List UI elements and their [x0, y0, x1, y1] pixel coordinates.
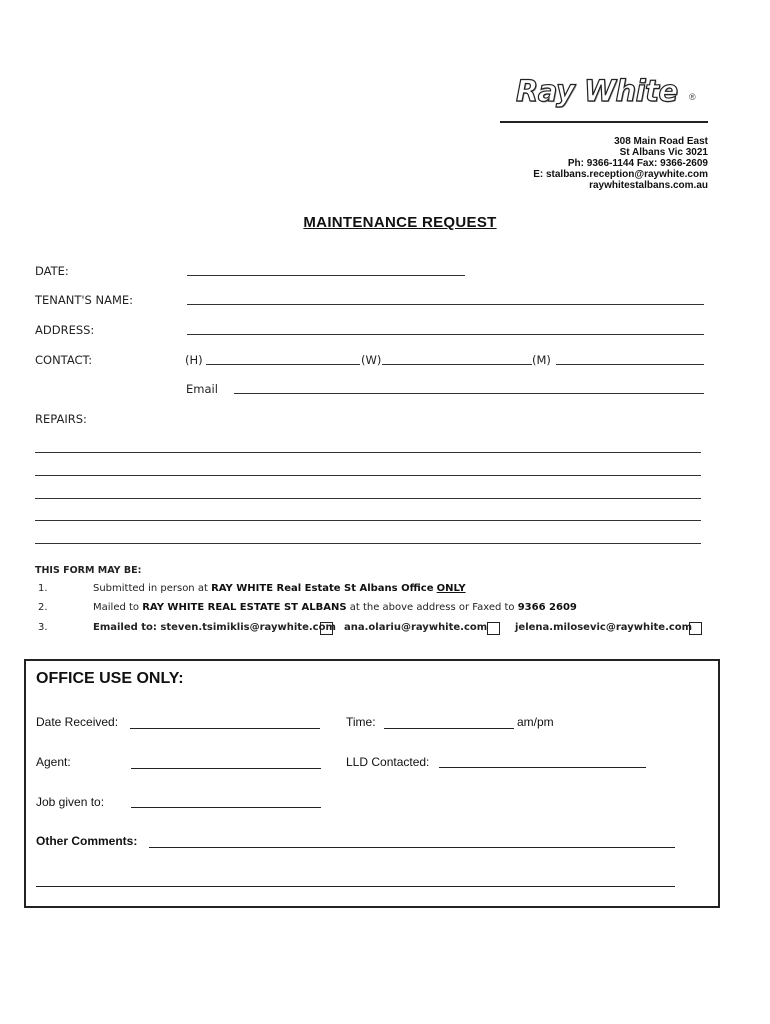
address-website: raywhitestalbans.com.au: [589, 180, 708, 191]
option-1-only: ONLY: [436, 583, 466, 594]
repairs-line[interactable]: [35, 452, 701, 453]
mobile-phone-label: (M): [532, 353, 551, 367]
work-phone-label: (W): [361, 353, 382, 367]
date-received-field[interactable]: [130, 728, 320, 729]
header-rule: [500, 121, 708, 123]
date-received-label: [36, 715, 118, 729]
repairs-line[interactable]: [35, 475, 701, 476]
date-received-text: Date Received: [36, 715, 115, 729]
option-2-agency: RAY WHITE REAL ESTATE ST ALBANS: [142, 602, 347, 613]
repairs-line[interactable]: [35, 520, 701, 521]
page-title: MAINTENANCE REQUEST: [303, 214, 497, 231]
tenant-name-label: TENANT'S NAME:: [35, 293, 134, 307]
checkbox-steven[interactable]: [320, 622, 333, 635]
address-suburb: St Albans Vic 3021: [619, 147, 708, 158]
option-2-fax: 9366 2609: [517, 602, 577, 613]
submission-heading: THIS FORM MAY BE:: [35, 565, 142, 576]
checkbox-ana[interactable]: [487, 622, 500, 635]
home-phone-label: (H): [185, 353, 203, 367]
office-use-title: OFFICE USE ONLY:: [36, 670, 184, 687]
other-comments-label: Other Comments:: [36, 834, 138, 848]
address-street: 308 Main Road East: [614, 136, 708, 147]
date-label: DATE:: [35, 264, 69, 278]
option-1-text: [93, 583, 466, 594]
time-field[interactable]: [384, 728, 514, 729]
job-given-label: Job given to:: [36, 795, 105, 809]
address-phone: Ph: 9366-1144 Fax: 9366-2609: [567, 158, 708, 169]
job-given-field[interactable]: [131, 807, 321, 808]
email-field[interactable]: [234, 393, 704, 394]
ray-white-logo: Ray White: [516, 74, 678, 108]
option-2-middle: at the above address or Faxed to: [346, 602, 518, 613]
time-label: Time:: [346, 715, 376, 729]
option-3-email-steven: Emailed to: steven.tsimiklis@raywhite.com: [93, 622, 336, 633]
option-3-email-ana: ana.olariu@raywhite.com: [344, 622, 488, 633]
contact-label: CONTACT:: [35, 353, 93, 367]
option-2-text: [93, 602, 577, 613]
am-pm-label: am/pm: [517, 715, 554, 729]
option-2-number: 2.: [38, 602, 48, 613]
repairs-label: REPAIRS:: [35, 412, 87, 426]
checkbox-jelena[interactable]: [689, 622, 702, 635]
option-3-email-jelena: jelena.milosevic@raywhite.com: [515, 622, 693, 633]
date-field[interactable]: [187, 275, 465, 276]
office-use-box: [24, 659, 720, 908]
option-1-prefix: Submitted in person at: [93, 583, 212, 594]
address-email: E: stalbans.reception@raywhite.com: [533, 169, 708, 180]
address-label: ADDRESS:: [35, 323, 95, 337]
other-comments-line[interactable]: [36, 886, 675, 887]
date-received-colon: :: [114, 715, 119, 729]
agent-field[interactable]: [131, 768, 321, 769]
work-phone-field[interactable]: [382, 364, 532, 365]
option-1-number: 1.: [38, 583, 48, 594]
office-address-block: [533, 136, 708, 191]
home-phone-field[interactable]: [206, 364, 360, 365]
repairs-line[interactable]: [35, 498, 701, 499]
address-field[interactable]: [187, 334, 704, 335]
registered-mark: ®: [689, 92, 696, 102]
option-3-number: 3.: [38, 622, 48, 633]
lld-contacted-field[interactable]: [439, 767, 646, 768]
repairs-line[interactable]: [35, 543, 701, 544]
mobile-phone-field[interactable]: [556, 364, 704, 365]
option-2-prefix: Mailed to: [93, 602, 143, 613]
agent-label: Agent:: [36, 755, 71, 769]
option-1-office: RAY WHITE Real Estate St Albans Office: [211, 583, 434, 594]
tenant-name-field[interactable]: [187, 304, 704, 305]
other-comments-field[interactable]: [149, 847, 675, 848]
lld-contacted-label: LLD Contacted:: [346, 755, 430, 769]
email-label: Email: [186, 382, 218, 396]
